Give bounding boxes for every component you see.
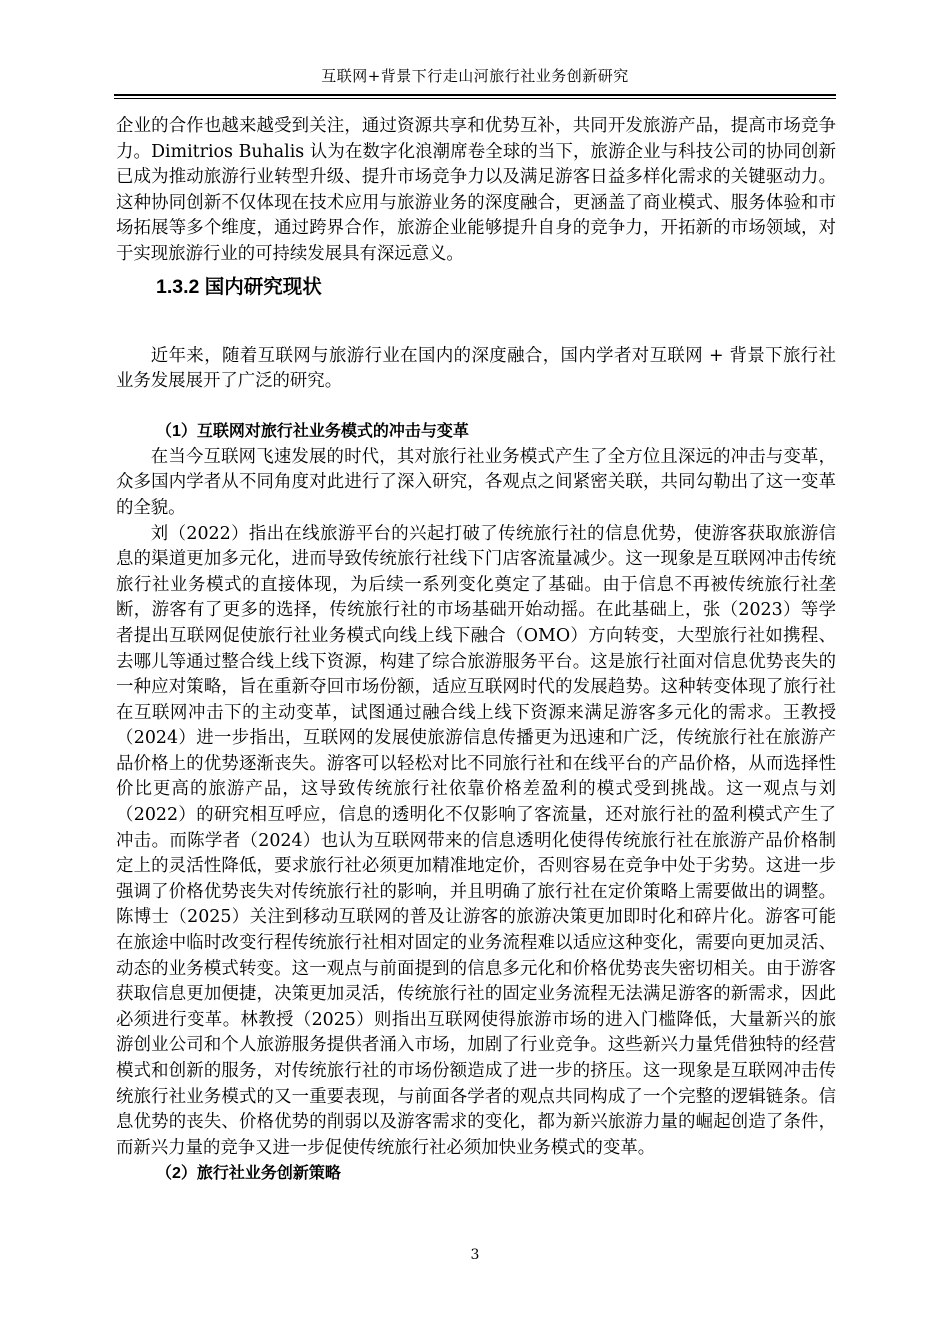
spacer: [116, 300, 836, 344]
header-rule-thin: [114, 98, 836, 99]
paragraph-1: 在当今互联网飞速发展的时代，其对旅行社业务模式产生了全方位且深远的冲击与变革，众多国内学者从不同角度对此进行了深入研究，各观点之间紧密关联，共同勾勒出了这一变革的全貌。: [116, 446, 836, 518]
subheading-1: （1）互联网对旅行社业务模式的冲击与变革: [156, 422, 469, 440]
paragraph-intro: 近年来，随着互联网与旅游行业在国内的深度融合，国内学者对互联网 + 背景下旅行社业务发展展开了广泛的研究。: [116, 345, 836, 392]
running-header: 互联网+背景下行走山河旅行社业务创新研究: [321, 67, 629, 85]
page-number: 3: [470, 1247, 480, 1263]
subheading-2: （2）旅行社业务创新策略: [156, 1165, 341, 1183]
paragraph-continued: 企业的合作也越来越受到关注，通过资源共享和优势互补，共同开发旅游产品，提高市场竞争力。Dimitrios Buhalis 认为在数字化浪潮席卷全球的当下，旅游企业与科技公司的协同创新已成为推动旅游行业转型升级、提升市场竞争力以及满足游客日益多样化需求的关键驱动力。这种协同创新不仅体现在技术应用与旅游业务的深度融合，更涵盖了商业模式、服务体验和市场拓展等多个维度，通过跨界合作，旅游企业能够提升自身的竞争力，开拓新的市场领域，对于实现旅游行业的可持续发展具有深远意义。: [116, 116, 836, 264]
body-text: [116, 114, 836, 1187]
paragraph-2: 刘（2022）指出在线旅游平台的兴起打破了传统旅行社的信息优势，使游客获取旅游信息的渠道更加多元化，进而导致传统旅行社线下门店客流量减少。这一现象是互联网冲击传统旅行社业务模式的直接体现，为后续一系列变化奠定了基础。由于信息不再被传统旅行社垄断，游客有了更多的选择，传统旅行社的市场基础开始动摇。在此基础上，张（2023）等学者提出互联网促使旅行社业务模式向线上线下融合（OMO）方向转变，大型旅行社如携程、去哪儿等通过整合线上线下资源，构建了综合旅游服务平台。这是旅行社面对信息优势丧失的一种应对策略，旨在重新夺回市场份额，适应互联网时代的发展趋势。这种转变体现了旅行社在互联网冲击下的主动变革，试图通过融合线上线下资源来满足游客多元化的需求。王教授（2024）进一步指出，互联网的发展使旅游信息传播更为迅速和广泛，传统旅行社在旅游产品价格上的优势逐渐丧失。游客可以轻松对比不同旅行社和在线平台的产品价格，从而选择性价比更高的旅游产品，这导致传统旅行社依靠价格差盈利的模式受到挑战。这一观点与刘（2022）的研究相互呼应，信息的透明化不仅影响了客流量，还对旅行社的盈利模式产生了冲击。而陈学者（2024）也认为互联网带来的信息透明化使得传统旅行社在旅游产品价格制定上的灵活性降低，要求旅行社必须更加精准地定价，否则容易在竞争中处于劣势。这进一步强调了价格优势丧失对传统旅行社的影响，并且明确了旅行社在定价策略上需要做出的调整。陈博士（2025）关注到移动互联网的普及让游客的旅游决策更加即时化和碎片化。游客可能在旅途中临时改变行程传统旅行社相对固定的业务流程难以适应这种变化，需要向更加灵活、动态的业务模式转变。这一观点与前面提到的信息多元化和价格优势丧失密切相关。由于游客获取信息更加便捷，决策更加灵活，传统旅行社的固定业务流程无法满足游客的新需求，因此必须进行变革。林教授（2025）则指出互联网使得旅游市场的进入门槛降低，大量新兴的旅游创业公司和个人旅游服务提供者涌入市场，加剧了行业竞争。这些新兴力量凭借独特的经营模式和创新的服务，对传统旅行社的市场份额造成了进一步的挤压。这一现象是互联网冲击传统旅行社业务模式的又一重要表现，与前面各学者的观点共同构成了一个完整的逻辑链条。信息优势的丧失、价格优势的削弱以及游客需求的变化，都为新兴旅游力量的崛起创造了条件，而新兴力量的竞争又进一步促使传统旅行社必须加快业务模式的变革。: [116, 523, 836, 1158]
spacer: [116, 395, 836, 419]
header-rule: [114, 94, 836, 96]
section-heading: 1.3.2 国内研究现状: [156, 275, 322, 298]
